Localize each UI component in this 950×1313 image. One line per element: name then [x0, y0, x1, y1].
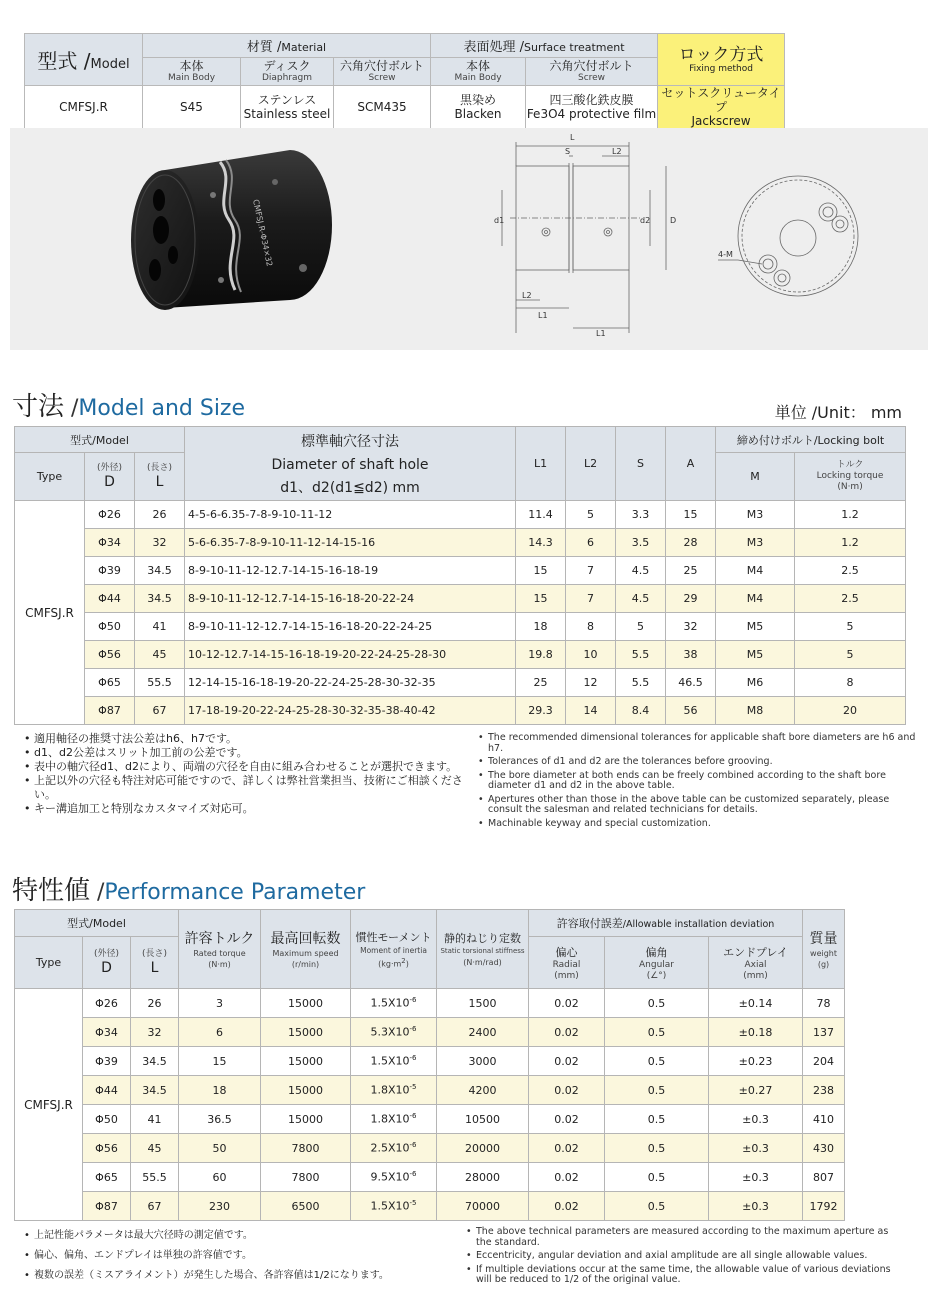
- m-cell: M4: [716, 557, 795, 585]
- axial-header: エンドプレイ Axial (mm): [709, 937, 803, 989]
- inertia-exponent: -6: [409, 996, 417, 1005]
- surf-body: 黒染め Blacken: [431, 86, 526, 129]
- od-cell: Φ34: [83, 1018, 131, 1047]
- l2-cell: 5: [566, 501, 616, 529]
- torque-cell: 6: [179, 1018, 261, 1047]
- inertia-value: 1.5X10: [370, 1199, 410, 1213]
- torque-cell: 20: [795, 697, 906, 725]
- size-notes-jp: [24, 732, 464, 816]
- torque-cell: 3: [179, 989, 261, 1018]
- a-cell: 46.5: [666, 669, 716, 697]
- len-cell: 26: [131, 989, 179, 1018]
- perf-table: [14, 909, 845, 1221]
- A-header: A: [666, 427, 716, 501]
- perf-type-header: Type: [15, 937, 83, 989]
- s-cell: 3.5: [616, 529, 666, 557]
- material-header: 材質 /Material: [143, 34, 431, 58]
- od-cell: Φ44: [83, 1076, 131, 1105]
- a-cell: 15: [666, 501, 716, 529]
- s-cell: 3.3: [616, 501, 666, 529]
- a-cell: 56: [666, 697, 716, 725]
- mat-diaphragm: ステンレス Stainless steel: [241, 86, 334, 129]
- m-cell: M5: [716, 641, 795, 669]
- angular-cell: 0.5: [605, 1134, 709, 1163]
- side-drawing: [480, 128, 730, 350]
- svg-text:4-M: 4-M: [718, 250, 733, 259]
- table-row: [15, 613, 906, 641]
- axial-cell: ±0.23: [709, 1047, 803, 1076]
- end-drawing: [700, 148, 880, 328]
- l2-cell: 8: [566, 613, 616, 641]
- svg-text:L2: L2: [522, 291, 532, 300]
- torque-cell: 5: [795, 641, 906, 669]
- axial-cell: ±0.3: [709, 1192, 803, 1221]
- speed-cell: 15000: [261, 1076, 351, 1105]
- m-cell: M6: [716, 669, 795, 697]
- axial-cell: ±0.3: [709, 1105, 803, 1134]
- speed-header: 最高回転数 Maximum speed (r/min): [261, 910, 351, 989]
- coupling-photo: [125, 140, 335, 320]
- s-cell: 5.5: [616, 669, 666, 697]
- sub-header-screw: 六角穴付ボルト Screw: [334, 58, 431, 86]
- angular-cell: 0.5: [605, 1192, 709, 1221]
- angular-cell: 0.5: [605, 1105, 709, 1134]
- axial-cell: ±0.3: [709, 1134, 803, 1163]
- len-cell: 41: [131, 1105, 179, 1134]
- size-section-title: 寸法 /Model and Size: [12, 392, 246, 422]
- table-row: [15, 501, 906, 529]
- s-cell: 8.4: [616, 697, 666, 725]
- od-cell: Φ56: [83, 1134, 131, 1163]
- l1-cell: 15: [516, 557, 566, 585]
- bore-cell: 4-5-6-6.35-7-8-9-10-11-12: [185, 501, 516, 529]
- a-cell: 28: [666, 529, 716, 557]
- weight-cell: 807: [803, 1163, 845, 1192]
- l1-cell: 25: [516, 669, 566, 697]
- mat-body: S45: [143, 86, 241, 129]
- a-cell: 38: [666, 641, 716, 669]
- note: • 表中の軸穴径d1、d2により、両端の穴径を自由に組み合わせることが選択できます。: [24, 760, 464, 774]
- radial-header: 偏心 Radial (mm): [529, 937, 605, 989]
- weight-cell: 238: [803, 1076, 845, 1105]
- stiffness-cell: 70000: [437, 1192, 529, 1221]
- od-header: (外径) D: [85, 453, 135, 501]
- stiffness-cell: 3000: [437, 1047, 529, 1076]
- weight-cell: 78: [803, 989, 845, 1018]
- mat-model: CMFSJ.R: [25, 86, 143, 129]
- m-cell: M5: [716, 613, 795, 641]
- len-cell: 55.5: [135, 669, 185, 697]
- a-cell: 32: [666, 613, 716, 641]
- m-cell: M8: [716, 697, 795, 725]
- radial-cell: 0.02: [529, 1134, 605, 1163]
- material-table: [24, 33, 785, 129]
- len-cell: 32: [131, 1018, 179, 1047]
- table-row: [15, 1047, 845, 1076]
- radial-cell: 0.02: [529, 1163, 605, 1192]
- m-cell: M3: [716, 529, 795, 557]
- table-row: [15, 669, 906, 697]
- size-model-header: 型式/Model: [15, 427, 185, 453]
- bolt-header: 締め付けボルト/Locking bolt: [716, 427, 906, 453]
- od-cell: Φ65: [83, 1163, 131, 1192]
- radial-cell: 0.02: [529, 1018, 605, 1047]
- l2-cell: 7: [566, 557, 616, 585]
- od-cell: Φ44: [85, 585, 135, 613]
- note: • The bore diameter at both ends can be freely combined according to the shaft bore diameter d1 and d2 in the above table.: [478, 771, 918, 792]
- weight-cell: 430: [803, 1134, 845, 1163]
- stiffness-header: 静的ねじり定数 Static torsional stiffness (N·m/rad): [437, 910, 529, 989]
- m-cell: M3: [716, 501, 795, 529]
- bore-cell: 5-6-6.35-7-8-9-10-11-12-14-15-16: [185, 529, 516, 557]
- table-row: [15, 697, 906, 725]
- l1-cell: 18: [516, 613, 566, 641]
- s-cell: 5: [616, 613, 666, 641]
- svg-text:L2: L2: [612, 147, 622, 156]
- l2-cell: 14: [566, 697, 616, 725]
- speed-cell: 7800: [261, 1134, 351, 1163]
- stiffness-cell: 10500: [437, 1105, 529, 1134]
- speed-cell: 7800: [261, 1163, 351, 1192]
- torque-cell: 5: [795, 613, 906, 641]
- od-cell: Φ50: [85, 613, 135, 641]
- note: • キー溝追加工と特別なカスタマイズ対応可。: [24, 802, 464, 816]
- svg-text:L1: L1: [538, 311, 548, 320]
- axial-cell: ±0.3: [709, 1163, 803, 1192]
- inertia-exponent: -6: [409, 1025, 417, 1034]
- L2-header: L2: [566, 427, 616, 501]
- bore-cell: 17-18-19-20-22-24-25-28-30-32-35-38-40-42: [185, 697, 516, 725]
- axial-cell: ±0.14: [709, 989, 803, 1018]
- perf-notes-jp: [24, 1226, 464, 1286]
- inertia-exponent: -6: [409, 1141, 417, 1150]
- angular-cell: 0.5: [605, 989, 709, 1018]
- len-cell: 34.5: [135, 585, 185, 613]
- note: • 複数の誤差（ミスアライメント）が発生した場合、各許容値は1/2になります。: [24, 1266, 464, 1286]
- size-table: [14, 426, 906, 725]
- surf-screw: 四三酸化鉄皮膜 Fe3O4 protective film: [526, 86, 658, 129]
- inertia-value: 1.8X10: [370, 1112, 410, 1126]
- svg-text:d2: d2: [640, 216, 651, 225]
- speed-cell: 15000: [261, 1105, 351, 1134]
- od-cell: Φ26: [83, 989, 131, 1018]
- len-cell: 41: [135, 613, 185, 641]
- inertia-value: 9.5X10: [370, 1170, 410, 1184]
- note: • Eccentricity, angular deviation and axial amplitude are all single allowable values.: [466, 1251, 906, 1262]
- perf-od-header: (外径) D: [83, 937, 131, 989]
- len-cell: 45: [131, 1134, 179, 1163]
- note: • 上記性能パラメータは最大穴径時の測定値です。: [24, 1226, 464, 1246]
- len-header: (長さ) L: [135, 453, 185, 501]
- weight-header: 質量 weight (g): [803, 910, 845, 989]
- stiffness-cell: 2400: [437, 1018, 529, 1047]
- table-row: [15, 1076, 845, 1105]
- speed-cell: 6500: [261, 1192, 351, 1221]
- l1-cell: 14.3: [516, 529, 566, 557]
- inertia-value: 5.3X10: [370, 1025, 410, 1039]
- od-cell: Φ39: [83, 1047, 131, 1076]
- angular-cell: 0.5: [605, 1047, 709, 1076]
- surface-header: 表面処理 /Surface treatment: [431, 34, 658, 58]
- svg-text:D: D: [670, 216, 677, 225]
- inertia-cell: [351, 1163, 437, 1192]
- table-row: [15, 1192, 845, 1221]
- note: • If multiple deviations occur at the same time, the allowable value of various deviations will be reduced to 1/2 of the original value.: [466, 1265, 906, 1286]
- angular-cell: 0.5: [605, 1076, 709, 1105]
- len-cell: 26: [135, 501, 185, 529]
- inertia-exponent: -6: [409, 1170, 417, 1179]
- allowable-header: 許容取付誤差/Allowable installation deviation: [529, 910, 803, 937]
- inertia-exponent: -6: [409, 1054, 417, 1063]
- weight-cell: 204: [803, 1047, 845, 1076]
- perf-model-header: 型式/Model: [15, 910, 179, 937]
- od-cell: Φ39: [85, 557, 135, 585]
- od-cell: Φ87: [85, 697, 135, 725]
- radial-cell: 0.02: [529, 1105, 605, 1134]
- sub-header-surf-body: 本体 Main Body: [431, 58, 526, 86]
- S-header: S: [616, 427, 666, 501]
- sub-header-body: 本体 Main Body: [143, 58, 241, 86]
- a-cell: 25: [666, 557, 716, 585]
- len-cell: 55.5: [131, 1163, 179, 1192]
- table-row: [15, 641, 906, 669]
- bore-cell: 12-14-15-16-18-19-20-22-24-25-28-30-32-35: [185, 669, 516, 697]
- type-cell: CMFSJ.R: [15, 501, 85, 725]
- len-cell: 67: [135, 697, 185, 725]
- od-cell: Φ26: [85, 501, 135, 529]
- note: • The recommended dimensional tolerances for applicable shaft bore diameters are h6 and h7.: [478, 733, 918, 754]
- s-cell: 5.5: [616, 641, 666, 669]
- od-cell: Φ34: [85, 529, 135, 557]
- svg-text:L: L: [570, 133, 575, 142]
- angular-cell: 0.5: [605, 1163, 709, 1192]
- inertia-cell: [351, 1047, 437, 1076]
- torque-cell: 60: [179, 1163, 261, 1192]
- inertia-header: 慣性モーメント Moment of inertia $(kg\cdot m^2)$: [351, 910, 437, 989]
- product-image-panel: [10, 128, 928, 350]
- inertia-cell: [351, 1134, 437, 1163]
- model-header: 型式 /Model: [25, 34, 143, 86]
- l2-cell: 12: [566, 669, 616, 697]
- l1-cell: 11.4: [516, 501, 566, 529]
- lock-value: セットスクリュータイプ Jackscrew: [658, 86, 785, 129]
- bore-cell: 10-12-12.7-14-15-16-18-19-20-22-24-25-28-30: [185, 641, 516, 669]
- rated-torque-header: 許容トルク Rated torque (N·m): [179, 910, 261, 989]
- L1-header: L1: [516, 427, 566, 501]
- inertia-exponent: -5: [409, 1083, 417, 1092]
- type-cell: CMFSJ.R: [15, 989, 83, 1221]
- stiffness-cell: 4200: [437, 1076, 529, 1105]
- engraving: CMFSJ.R-Φ34×32: [251, 198, 275, 268]
- bore-header: 標準軸穴径寸法 Diameter of shaft hole d1、d2(d1≦d2) mm: [185, 427, 516, 501]
- bore-cell: 8-9-10-11-12-12.7-14-15-16-18-20-22-24: [185, 585, 516, 613]
- torque-header: トルク Locking torque (N·m): [795, 453, 906, 501]
- table-row: [15, 529, 906, 557]
- speed-cell: 15000: [261, 989, 351, 1018]
- l1-cell: 29.3: [516, 697, 566, 725]
- inertia-exponent: -6: [409, 1112, 417, 1121]
- torque-cell: 2.5: [795, 585, 906, 613]
- inertia-cell: [351, 1018, 437, 1047]
- torque-cell: 2.5: [795, 557, 906, 585]
- type-header: Type: [15, 453, 85, 501]
- l1-cell: 15: [516, 585, 566, 613]
- weight-cell: 410: [803, 1105, 845, 1134]
- od-cell: Φ87: [83, 1192, 131, 1221]
- stiffness-cell: 20000: [437, 1134, 529, 1163]
- note: • d1、d2公差はスリット加工前の公差です。: [24, 746, 464, 760]
- radial-cell: 0.02: [529, 1076, 605, 1105]
- axial-cell: ±0.18: [709, 1018, 803, 1047]
- bore-cell: 8-9-10-11-12-12.7-14-15-16-18-19: [185, 557, 516, 585]
- note: • 適用軸径の推奨寸法公差はh6、h7です。: [24, 732, 464, 746]
- unit-label: 単位 /Unit： mm: [774, 403, 902, 422]
- torque-cell: 18: [179, 1076, 261, 1105]
- svg-text:d1: d1: [494, 216, 505, 225]
- inertia-value: 1.5X10: [370, 996, 410, 1010]
- torque-cell: 230: [179, 1192, 261, 1221]
- size-notes-en: [478, 733, 918, 832]
- len-cell: 34.5: [135, 557, 185, 585]
- od-cell: Φ56: [85, 641, 135, 669]
- radial-cell: 0.02: [529, 989, 605, 1018]
- torque-cell: 8: [795, 669, 906, 697]
- s-cell: 4.5: [616, 557, 666, 585]
- l2-cell: 10: [566, 641, 616, 669]
- weight-cell: 1792: [803, 1192, 845, 1221]
- perf-len-header: (長さ) L: [131, 937, 179, 989]
- inertia-value: 2.5X10: [370, 1141, 410, 1155]
- table-row: [15, 557, 906, 585]
- table-row: [15, 1163, 845, 1192]
- l2-cell: 6: [566, 529, 616, 557]
- svg-text:L1: L1: [596, 329, 606, 338]
- inertia-value: 1.8X10: [370, 1083, 410, 1097]
- table-row: [15, 1134, 845, 1163]
- len-cell: 34.5: [131, 1076, 179, 1105]
- table-row: [15, 585, 906, 613]
- note: • 上記以外の穴径も特注対応可能ですので、詳しくは弊社営業担当、技術にご相談ください。: [24, 774, 464, 802]
- stiffness-cell: 1500: [437, 989, 529, 1018]
- len-cell: 67: [131, 1192, 179, 1221]
- od-cell: Φ50: [83, 1105, 131, 1134]
- torque-cell: 1.2: [795, 501, 906, 529]
- radial-cell: 0.02: [529, 1047, 605, 1076]
- inertia-cell: [351, 989, 437, 1018]
- torque-cell: 15: [179, 1047, 261, 1076]
- inertia-cell: [351, 1105, 437, 1134]
- a-cell: 29: [666, 585, 716, 613]
- l1-cell: 19.8: [516, 641, 566, 669]
- m-cell: M4: [716, 585, 795, 613]
- table-row: [15, 989, 845, 1018]
- len-cell: 34.5: [131, 1047, 179, 1076]
- table-row: [15, 1105, 845, 1134]
- weight-cell: 137: [803, 1018, 845, 1047]
- bore-cell: 8-9-10-11-12-12.7-14-15-16-18-20-22-24-25: [185, 613, 516, 641]
- len-cell: 32: [135, 529, 185, 557]
- inertia-value: 1.5X10: [370, 1054, 410, 1068]
- lock-header: ロック方式 Fixing method: [658, 34, 785, 86]
- inertia-exponent: -5: [409, 1199, 417, 1208]
- M-header: M: [716, 453, 795, 501]
- table-row: [15, 1018, 845, 1047]
- s-cell: 4.5: [616, 585, 666, 613]
- torque-cell: 36.5: [179, 1105, 261, 1134]
- note: • Machinable keyway and special customization.: [478, 819, 918, 830]
- l2-cell: 7: [566, 585, 616, 613]
- note: • The above technical parameters are measured according to the maximum aperture as the standard.: [466, 1227, 906, 1248]
- radial-cell: 0.02: [529, 1192, 605, 1221]
- angular-header: 偏角 Angular (∠°): [605, 937, 709, 989]
- od-cell: Φ65: [85, 669, 135, 697]
- speed-cell: 15000: [261, 1018, 351, 1047]
- stiffness-cell: 28000: [437, 1163, 529, 1192]
- svg-text:S: S: [565, 147, 571, 156]
- sub-header-surf-screw: 六角穴付ボルト Screw: [526, 58, 658, 86]
- inertia-cell: [351, 1192, 437, 1221]
- note: • 偏心、偏角、エンドプレイは単独の許容値です。: [24, 1246, 464, 1266]
- note: • Tolerances of d1 and d2 are the tolerances before grooving.: [478, 757, 918, 768]
- sub-header-diaphragm: ディスク Diaphragm: [241, 58, 334, 86]
- speed-cell: 15000: [261, 1047, 351, 1076]
- torque-cell: 50: [179, 1134, 261, 1163]
- mat-screw: SCM435: [334, 86, 431, 129]
- inertia-cell: [351, 1076, 437, 1105]
- perf-section-title: 特性値 /Performance Parameter: [12, 876, 366, 906]
- axial-cell: ±0.27: [709, 1076, 803, 1105]
- len-cell: 45: [135, 641, 185, 669]
- torque-cell: 1.2: [795, 529, 906, 557]
- angular-cell: 0.5: [605, 1018, 709, 1047]
- perf-notes-en: [466, 1227, 906, 1289]
- note: • Apertures other than those in the above table can be customized separately, please consult the salesman and related technicians for details.: [478, 795, 918, 816]
